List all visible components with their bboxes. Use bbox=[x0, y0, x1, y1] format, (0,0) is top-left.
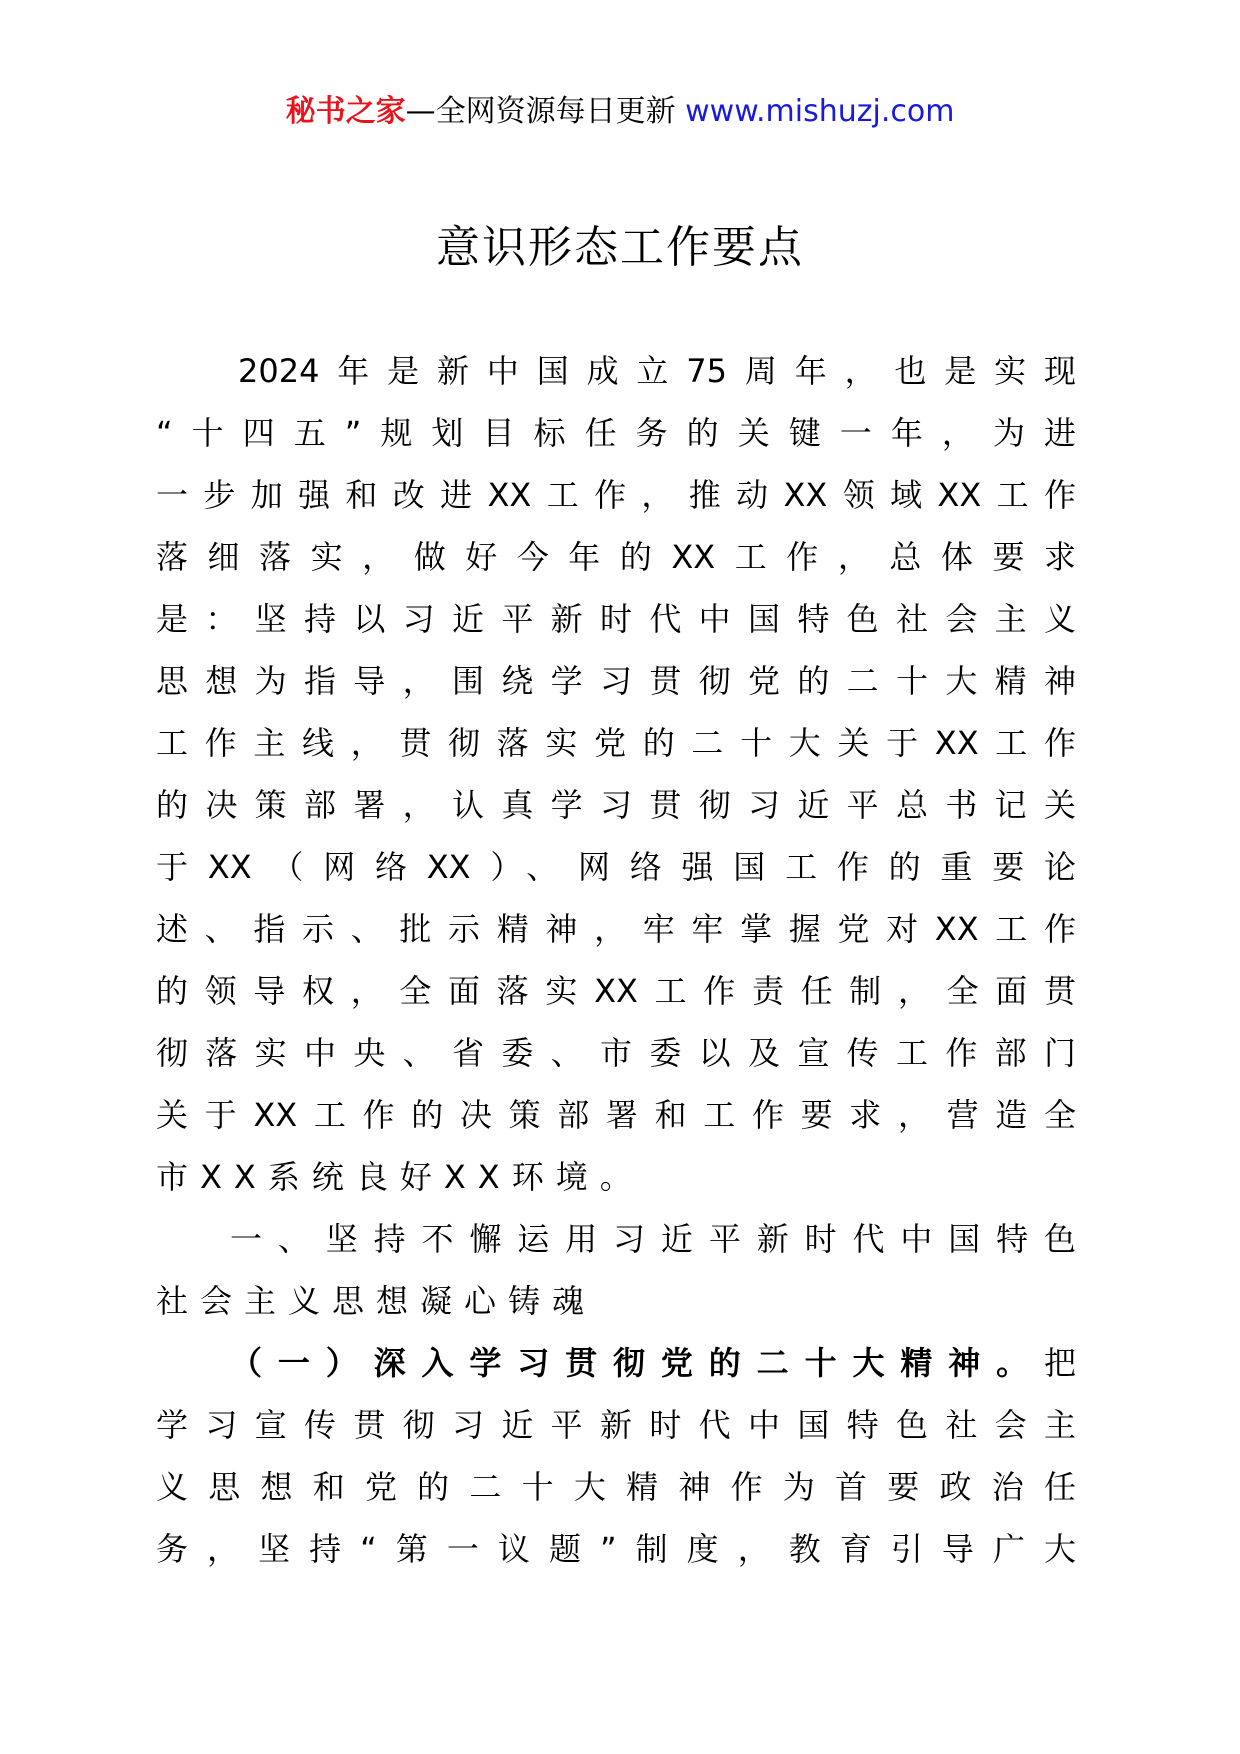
text-line: 是：坚持以习近平新时代中国特色社会主义 bbox=[156, 600, 1076, 638]
text-line: “十四五”规划目标任务的关键一年，为进 bbox=[156, 414, 1076, 452]
paragraph-intro bbox=[156, 340, 1076, 1208]
heading-line: 一、坚持不懈运用习近平新时代中国特色 bbox=[230, 1220, 1076, 1258]
subsection-heading: （一）深入学习贯彻党的二十大精神。 bbox=[230, 1344, 1044, 1382]
subsection-1 bbox=[156, 1332, 1076, 1580]
site-slogan: —全网资源每日更新 bbox=[405, 94, 676, 129]
text-line: 的决策部署，认真学习贯彻习近平总书记关 bbox=[156, 786, 1076, 824]
text-line: 学习宣传贯彻习近平新时代中国特色社会主 bbox=[156, 1406, 1076, 1444]
text-line: 义思想和党的二十大精神作为首要政治任 bbox=[156, 1468, 1076, 1506]
text-line: 落细落实，做好今年的XX工作，总体要求 bbox=[156, 538, 1076, 576]
text-line: 关于XX工作的决策部署和工作要求，营造全 bbox=[156, 1096, 1076, 1134]
text-line: 彻落实中央、省委、市委以及宣传工作部门 bbox=[156, 1034, 1076, 1072]
text-line: 的领导权，全面落实XX工作责任制，全面贯 bbox=[156, 972, 1076, 1010]
text-line: 务，坚持“第一议题”制度，教育引导广大 bbox=[156, 1530, 1076, 1568]
text-line: 于XX（网络XX）、网络强国工作的重要论 bbox=[156, 848, 1076, 886]
text-line: 市XX系统良好XX环境。 bbox=[156, 1158, 644, 1196]
heading-line: 社会主义思想凝心铸魂 bbox=[156, 1282, 597, 1320]
brand-name: 秘书之家 bbox=[285, 94, 406, 129]
subsection-first-tail: 把 bbox=[1043, 1344, 1076, 1382]
text-line: 2024年是新中国成立75周年，也是实现 bbox=[238, 352, 1076, 390]
document-body bbox=[156, 340, 1076, 1580]
document-title: 意识形态工作要点 bbox=[436, 222, 804, 273]
text-line: 一步加强和改进XX工作，推动XX领域XX工作 bbox=[156, 476, 1076, 514]
text-line: 述、指示、批示精神，牢牢掌握党对XX工作 bbox=[156, 910, 1076, 948]
text-line: 思想为指导，围绕学习贯彻党的二十大精神 bbox=[156, 662, 1076, 700]
site-url-link[interactable]: www.mishuzj.com bbox=[685, 94, 955, 129]
subsection-first-line bbox=[156, 1332, 1076, 1394]
section-heading-1 bbox=[156, 1208, 1076, 1332]
site-header bbox=[0, 92, 1240, 132]
text-line: 工作主线，贯彻落实党的二十大关于XX工作 bbox=[156, 724, 1076, 762]
